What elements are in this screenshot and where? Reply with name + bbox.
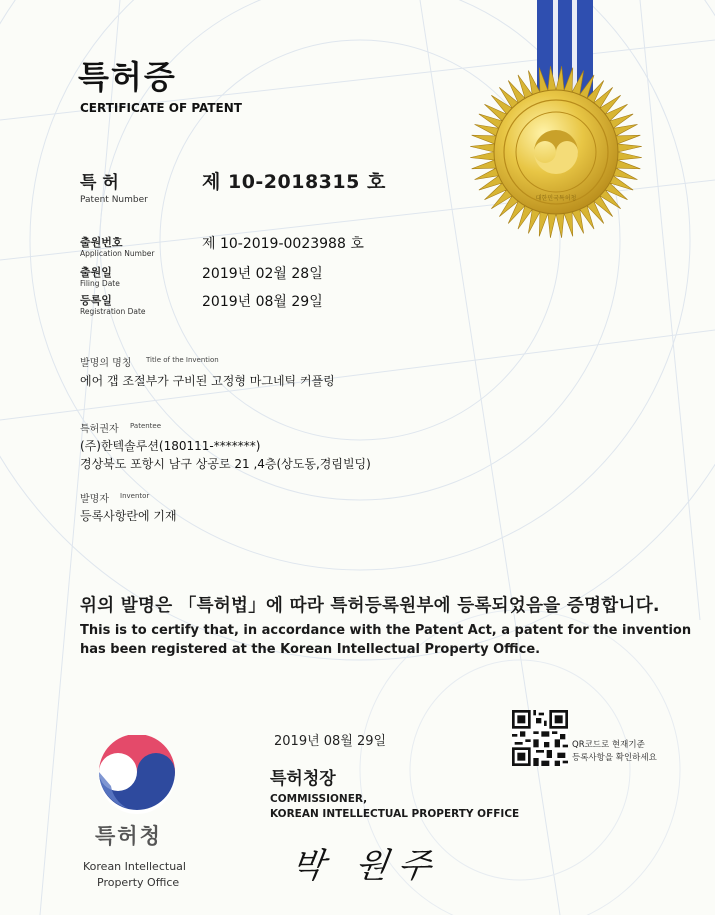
patentee-name: (주)한텍솔루션(180111-*******): [80, 439, 261, 453]
patentee-label: 특허권자: [80, 424, 119, 435]
inventor-label-en: Inventor: [120, 492, 150, 500]
registration-date-label: 등록일: [80, 294, 112, 307]
issue-date: 2019년 08월 29일: [274, 734, 387, 749]
filing-date-value: 2019년 02월 28일: [202, 266, 323, 282]
certification-statement-en-1: This is to certify that, in accordance with the Patent Act, a patent for the invention: [80, 623, 692, 638]
patent-number-label-en: Patent Number: [80, 195, 148, 205]
filing-date-label-en: Filing Date: [80, 279, 120, 288]
office-name-en-2: Property Office: [97, 876, 180, 889]
patent-number-value: 제 10-2018315 호: [202, 171, 386, 193]
patentee-label-en: Patentee: [130, 422, 162, 430]
application-number-value: 제 10-2019-0023988 호: [202, 236, 364, 252]
kipo-logo-icon: [96, 735, 178, 817]
qr-code-icon[interactable]: [512, 710, 568, 766]
gold-seal-icon: [468, 64, 644, 240]
invention-title-label-en: Title of the Invention: [146, 356, 219, 364]
application-number-label-en: Application Number: [80, 249, 155, 258]
filing-date-label: 출원일: [80, 266, 112, 279]
invention-title-value: 에어 갭 조절부가 구비된 고정형 마그네틱 커플링: [80, 374, 335, 388]
inventor-value: 등록사항란에 기재: [80, 509, 177, 523]
certificate-title-en: CERTIFICATE OF PATENT: [80, 101, 242, 115]
certificate-title: 특허증: [78, 58, 177, 96]
commissioner-title-en-2: KOREAN INTELLECTUAL PROPERTY OFFICE: [270, 808, 520, 820]
certification-statement-ko: 위의 발명은 「특허법」에 따라 특허등록원부에 등록되었음을 증명합니다.: [80, 596, 660, 616]
commissioner-title-ko: 특허청장: [270, 769, 336, 789]
patent-number-label: 특 허: [80, 173, 119, 193]
certification-statement-en-2: has been registered at the Korean Intellectual Property Office.: [80, 642, 541, 657]
patentee-address: 경상북도 포항시 남구 상공로 21 ,4층(상도동,경림빌딩): [80, 457, 371, 471]
qr-note-line-2: 등록사항을 확인하세요: [572, 753, 657, 763]
registration-date-label-en: Registration Date: [80, 307, 146, 316]
commissioner-signature: 박 원주: [288, 846, 444, 886]
qr-note-line-1: QR코드로 현재기준: [572, 740, 645, 750]
invention-title-label: 발명의 명칭: [80, 358, 132, 369]
registration-date-value: 2019년 08월 29일: [202, 294, 323, 310]
application-number-label: 출원번호: [80, 236, 123, 249]
commissioner-title-en-1: COMMISSIONER,: [270, 793, 368, 805]
inventor-label: 발명자: [80, 494, 109, 505]
office-name-en-1: Korean Intellectual: [83, 860, 186, 873]
seal-text: 대한민국특허청: [535, 195, 577, 202]
office-name-ko: 특허청: [95, 824, 162, 848]
